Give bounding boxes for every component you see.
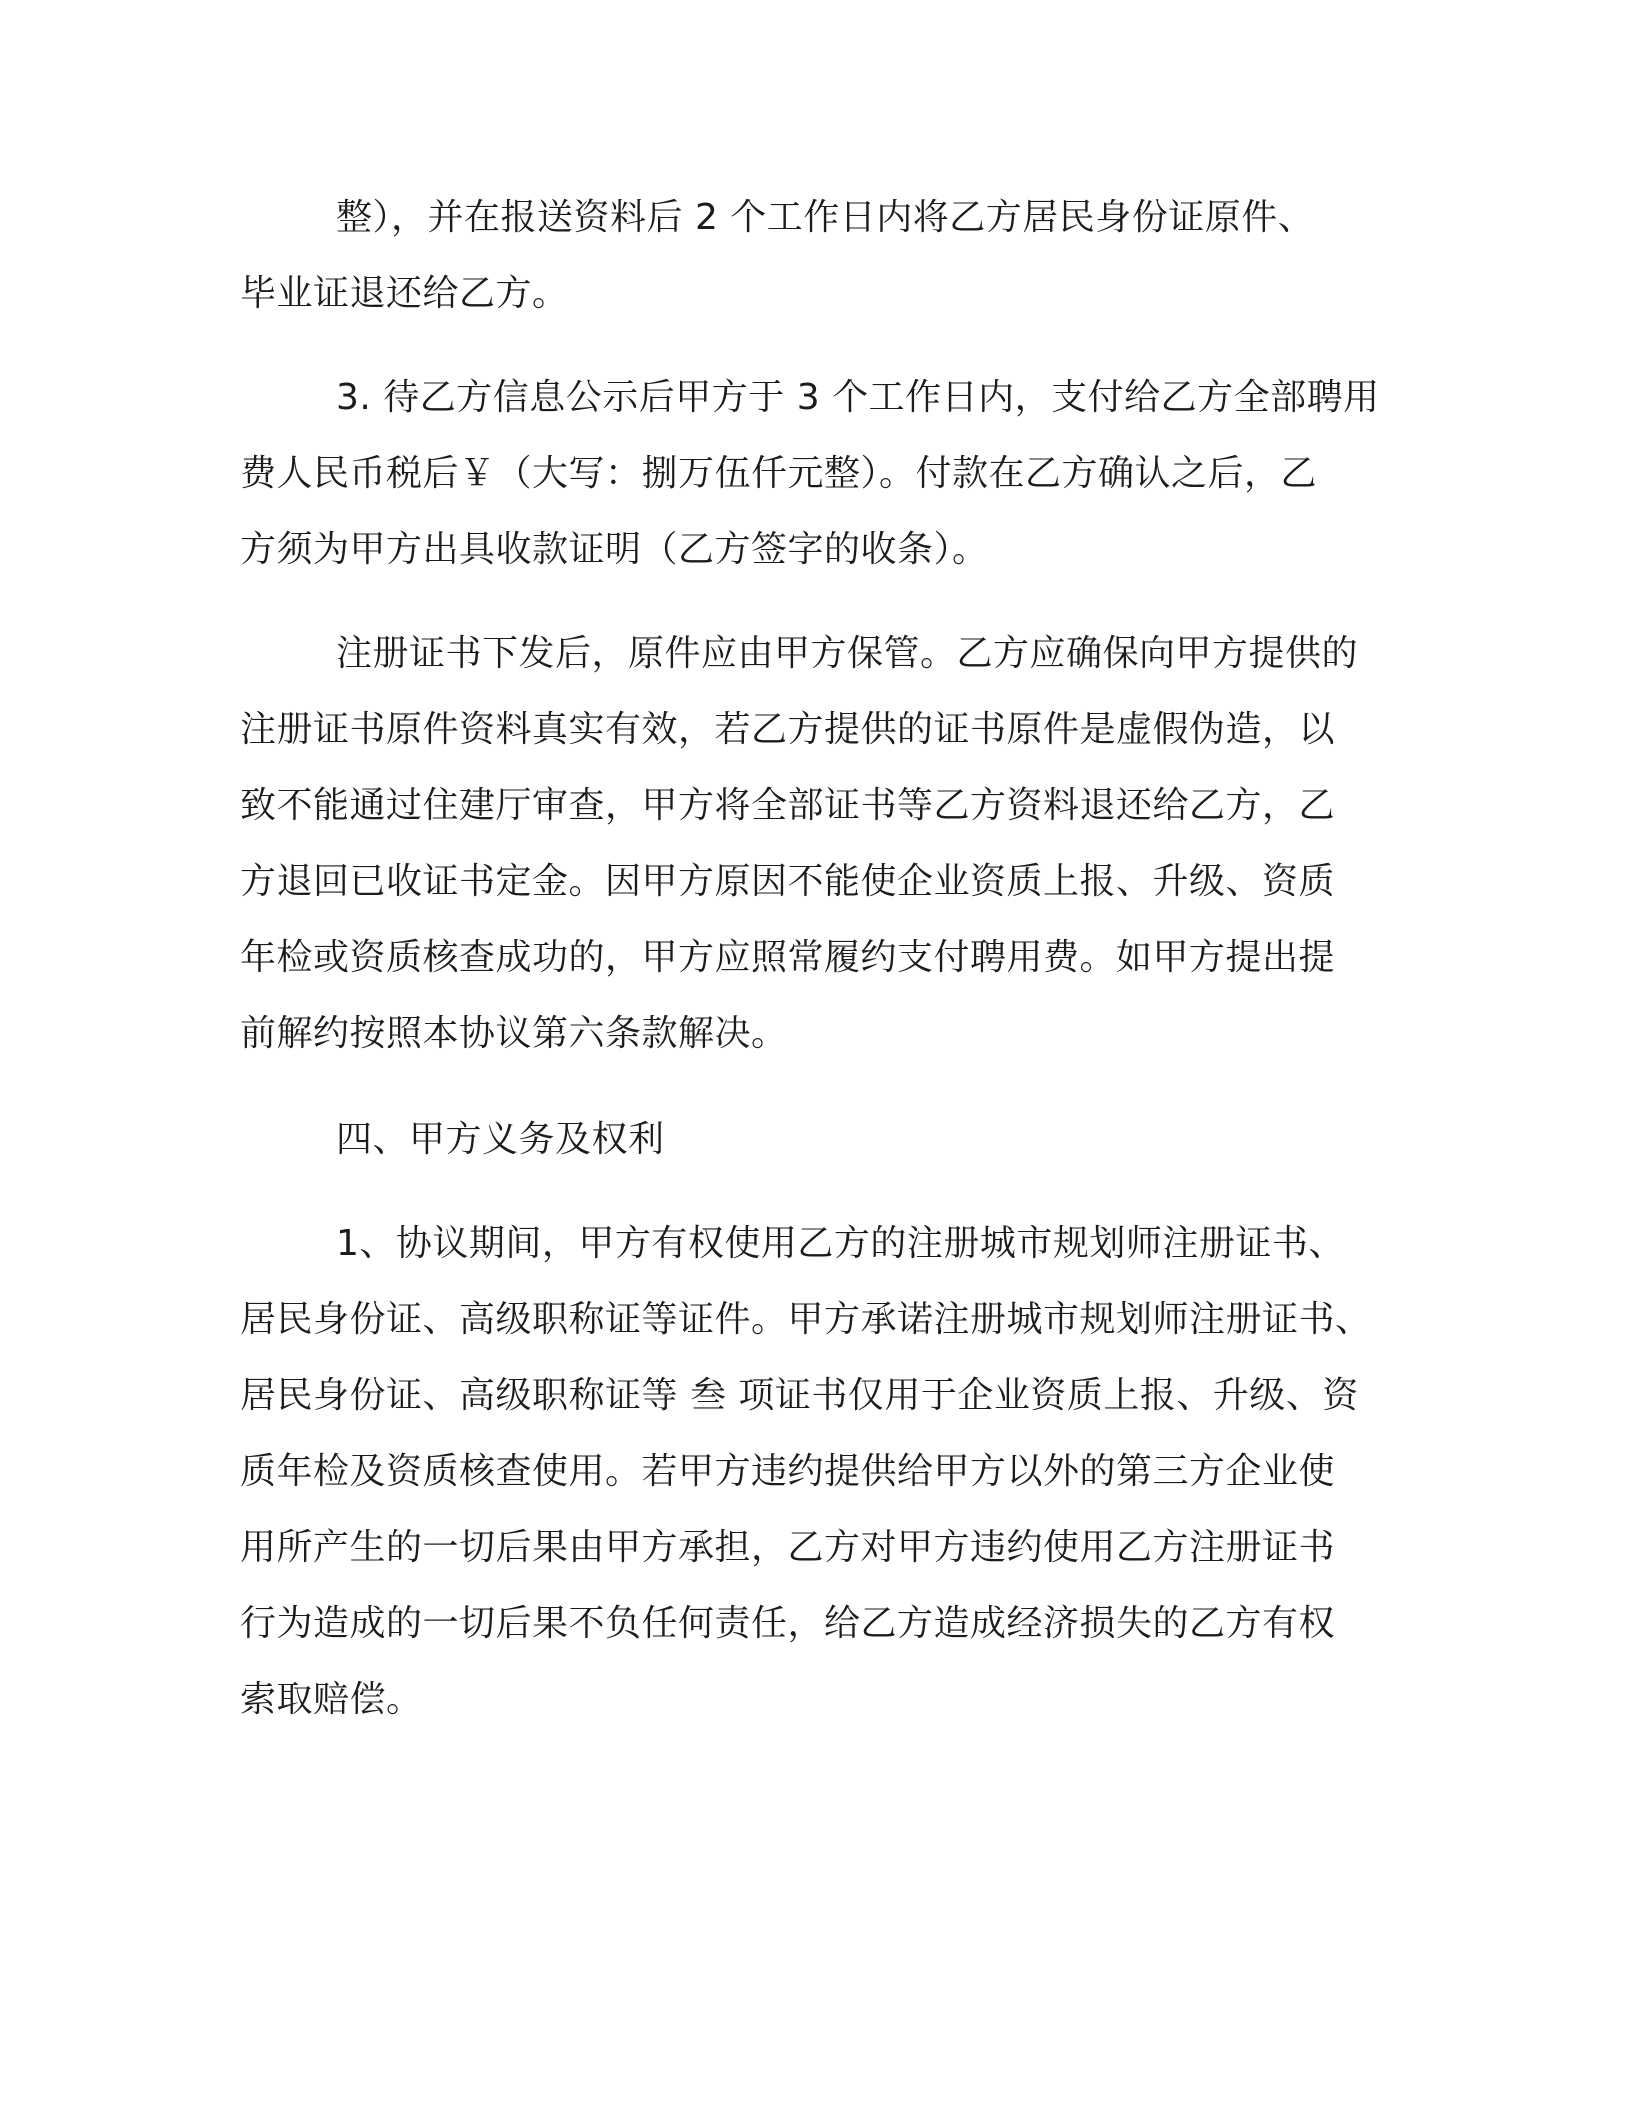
paragraph-1-line-2: 毕业证退还给乙方。 [240, 273, 569, 314]
paragraph-2-line-2: 费人民币税后￥（大写：捌万伍仟元整）。付款在乙方确认之后，乙 [240, 453, 1318, 494]
paragraph-5-line-7: 索取赔偿。 [240, 1679, 423, 1720]
paragraph-5-line-6: 行为造成的一切后果不负任何责任，给乙方造成经济损失的乙方有权 [240, 1603, 1336, 1644]
section-heading-4: 四、甲方义务及权利 [336, 1119, 665, 1160]
paragraph-2-line-1: 3. 待乙方信息公示后甲方于 3 个工作日内，支付给乙方全部聘用 [336, 377, 1380, 418]
paragraph-3-line-4: 方退回已收证书定金。因甲方原因不能使企业资质上报、升级、资质 [240, 861, 1336, 902]
paragraph-5-line-4: 质年检及资质核查使用。若甲方违约提供给甲方以外的第三方企业使 [240, 1451, 1336, 1492]
paragraph-3-line-2: 注册证书原件资料真实有效，若乙方提供的证书原件是虚假伪造，以 [240, 709, 1336, 750]
paragraph-5-line-3: 居民身份证、高级职称证等 叁 项证书仅用于企业资质上报、升级、资 [240, 1375, 1359, 1416]
paragraph-1-line-1: 整），并在报送资料后 2 个工作日内将乙方居民身份证原件、 [336, 197, 1315, 238]
paragraph-5-line-2: 居民身份证、高级职称证等证件。甲方承诺注册城市规划师注册证书、 [240, 1299, 1372, 1340]
paragraph-3-line-1: 注册证书下发后，原件应由甲方保管。乙方应确保向甲方提供的 [336, 633, 1359, 674]
paragraph-2-line-3: 方须为甲方出具收款证明（乙方签字的收条）。 [240, 529, 989, 570]
paragraph-5-line-5: 用所产生的一切后果由甲方承担，乙方对甲方违约使用乙方注册证书 [240, 1527, 1336, 1568]
paragraph-3-line-3: 致不能通过住建厅审查，甲方将全部证书等乙方资料退还给乙方，乙 [240, 785, 1336, 826]
paragraph-3-line-5: 年检或资质核查成功的，甲方应照常履约支付聘用费。如甲方提出提 [240, 937, 1336, 978]
paragraph-5-line-1: 1、协议期间，甲方有权使用乙方的注册城市规划师注册证书、 [336, 1223, 1345, 1264]
paragraph-3-line-6: 前解约按照本协议第六条款解决。 [240, 1013, 788, 1054]
